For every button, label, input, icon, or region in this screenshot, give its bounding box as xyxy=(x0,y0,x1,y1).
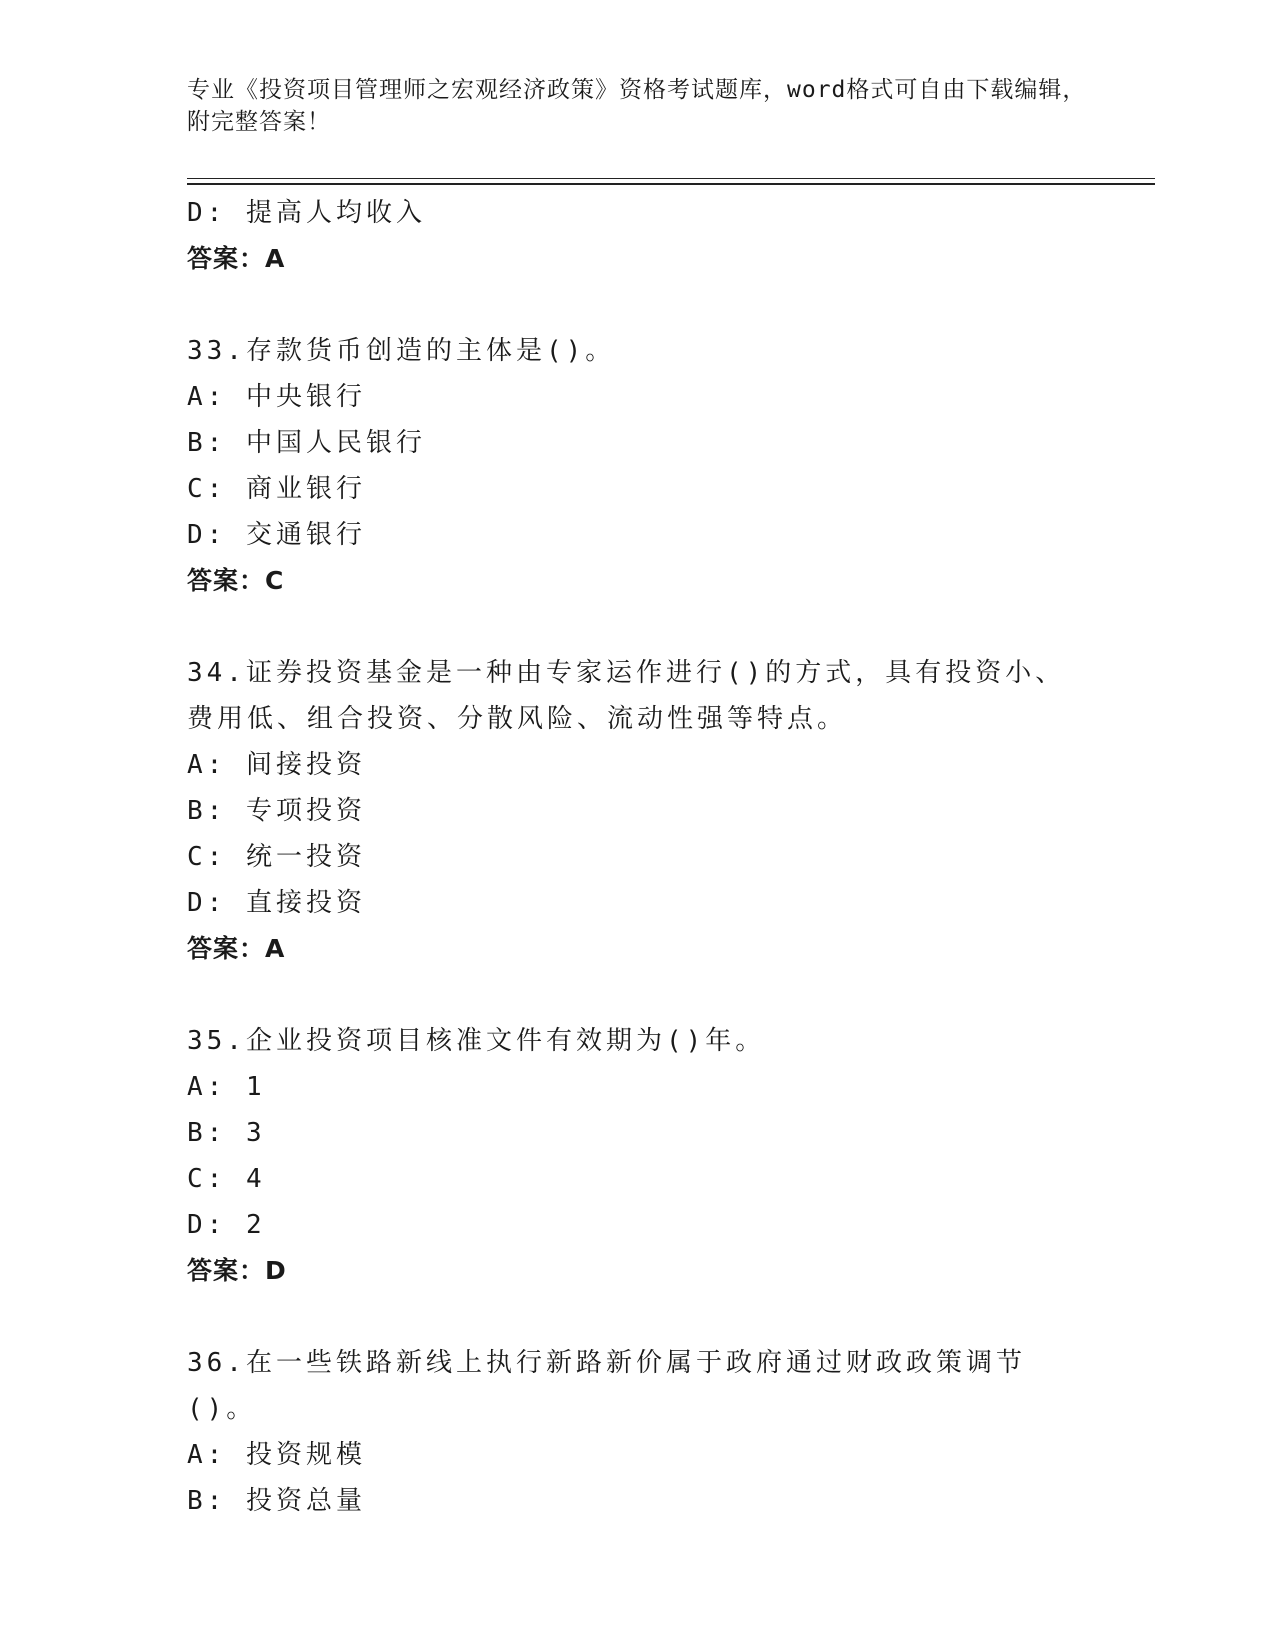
header-divider-bottom xyxy=(187,183,1155,185)
option-a: A: 中央银行 xyxy=(187,382,366,412)
question-stem: 34.证券投资基金是一种由专家运作进行()的方式，具有投资小、费用低、组合投资、分散风险、流动性强等特点。 xyxy=(187,658,1066,734)
option-a: A: 投资规模 xyxy=(187,1440,366,1470)
spacer xyxy=(187,282,1157,328)
option-c: C: 商业银行 xyxy=(187,474,366,504)
spacer xyxy=(187,604,1157,650)
spacer xyxy=(187,972,1157,1018)
answer-line: 答案：D xyxy=(187,1256,287,1285)
answer-line: 答案：A xyxy=(187,244,286,273)
option-b: B: 3 xyxy=(187,1118,266,1148)
option-d: D: 提高人均收入 xyxy=(187,198,426,228)
option-d: D: 直接投资 xyxy=(187,888,366,918)
answer-line: 答案：C xyxy=(187,566,285,595)
option-b: B: 投资总量 xyxy=(187,1486,366,1516)
option-b: B: 中国人民银行 xyxy=(187,428,426,458)
option-a: A: 间接投资 xyxy=(187,750,366,780)
spacer xyxy=(187,1294,1157,1340)
option-a: A: 1 xyxy=(187,1072,266,1102)
question-stem: 35.企业投资项目核准文件有效期为()年。 xyxy=(187,1026,766,1056)
option-c: C: 4 xyxy=(187,1164,266,1194)
question-stem: 36.在一些铁路新线上执行新路新价属于政府通过财政政策调节()。 xyxy=(187,1348,1026,1424)
question-stem: 33.存款货币创造的主体是()。 xyxy=(187,336,616,366)
option-d: D: 交通银行 xyxy=(187,520,366,550)
option-d: D: 2 xyxy=(187,1210,266,1240)
question-list xyxy=(187,190,1157,1524)
option-b: B: 专项投资 xyxy=(187,796,366,826)
header-divider-top xyxy=(187,178,1155,179)
option-c: C: 统一投资 xyxy=(187,842,366,872)
answer-line: 答案：A xyxy=(187,934,286,963)
document-header-text: 专业《投资项目管理师之宏观经济政策》资格考试题库，word格式可自由下载编辑，附完整答案！ xyxy=(187,77,1087,135)
